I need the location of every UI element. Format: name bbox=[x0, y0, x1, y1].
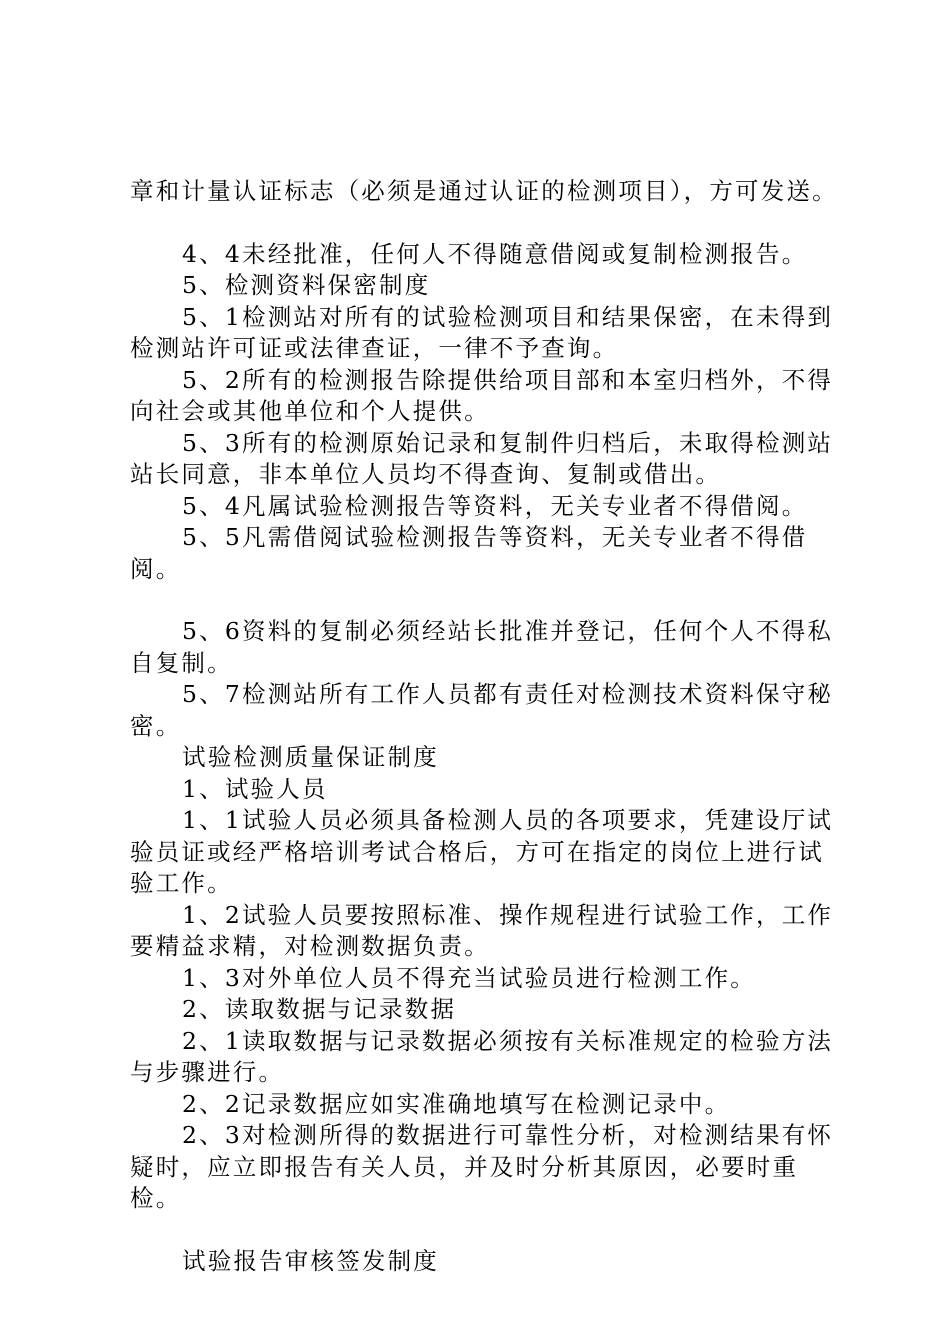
document-body bbox=[130, 176, 846, 1277]
paragraph: 2、2记录数据应如实准确地填写在检测记录中。 bbox=[182, 1089, 731, 1118]
paragraph: 5、1检测站对所有的试验检测项目和结果保密，在未得到检测站许可证或法律查证，一律不予查询。 bbox=[130, 302, 834, 362]
paragraph: 1、3对外单位人员不得充当试验员进行检测工作。 bbox=[182, 963, 757, 992]
paragraph: 1、1试验人员必须具备检测人员的各项要求，凭建设厅试验员证或经严格培训考试合格后，方可在指定的岗位上进行试验工作。 bbox=[130, 806, 834, 897]
paragraph-gap bbox=[130, 1215, 846, 1246]
section-heading: 试验检测质量保证制度 bbox=[182, 743, 439, 771]
paragraph-gap bbox=[130, 585, 846, 616]
paragraph: 5、3所有的检测原始记录和复制件归档后，未取得检测站站长同意，非本单位人员均不得查询、复制或借出。 bbox=[130, 428, 834, 488]
section-heading: 2、读取数据与记录数据 bbox=[182, 995, 457, 1023]
paragraph: 1、2试验人员要按照标准、操作规程进行试验工作，工作要精益求精，对检测数据负责。 bbox=[130, 900, 834, 960]
paragraph-gap bbox=[130, 208, 846, 239]
paragraph: 5、6资料的复制必须经站长批准并登记，任何个人不得私自复制。 bbox=[130, 617, 834, 677]
paragraph: 5、2所有的检测报告除提供给项目部和本室归档外，不得向社会或其他单位和个人提供。 bbox=[130, 365, 834, 425]
section-heading: 试验报告审核签发制度 bbox=[182, 1246, 439, 1275]
paragraph: 5、4凡属试验检测报告等资料，无关专业者不得借阅。 bbox=[182, 491, 808, 520]
section-heading: 1、试验人员 bbox=[182, 774, 328, 803]
paragraph: 5、5凡需借阅试验检测报告等资料，无关专业者不得借阅。 bbox=[130, 523, 808, 583]
paragraph: 2、3对检测所得的数据进行可靠性分析，对检测结果有怀疑时，应立即报告有关人员，并及时分析其原因，必要时重检。 bbox=[130, 1121, 834, 1212]
paragraph: 章和计量认证标志（必须是通过认证的检测项目），方可发送。 bbox=[130, 177, 838, 205]
paragraph: 4、4未经批准，任何人不得随意借阅或复制检测报告。 bbox=[182, 239, 808, 268]
paragraph: 2、1读取数据与记录数据必须按有关标准规定的检验方法与步骤进行。 bbox=[130, 1026, 834, 1086]
section-heading: 5、检测资料保密制度 bbox=[182, 271, 431, 299]
paragraph: 5、7检测站所有工作人员都有责任对检测技术资料保守秘密。 bbox=[130, 680, 834, 740]
